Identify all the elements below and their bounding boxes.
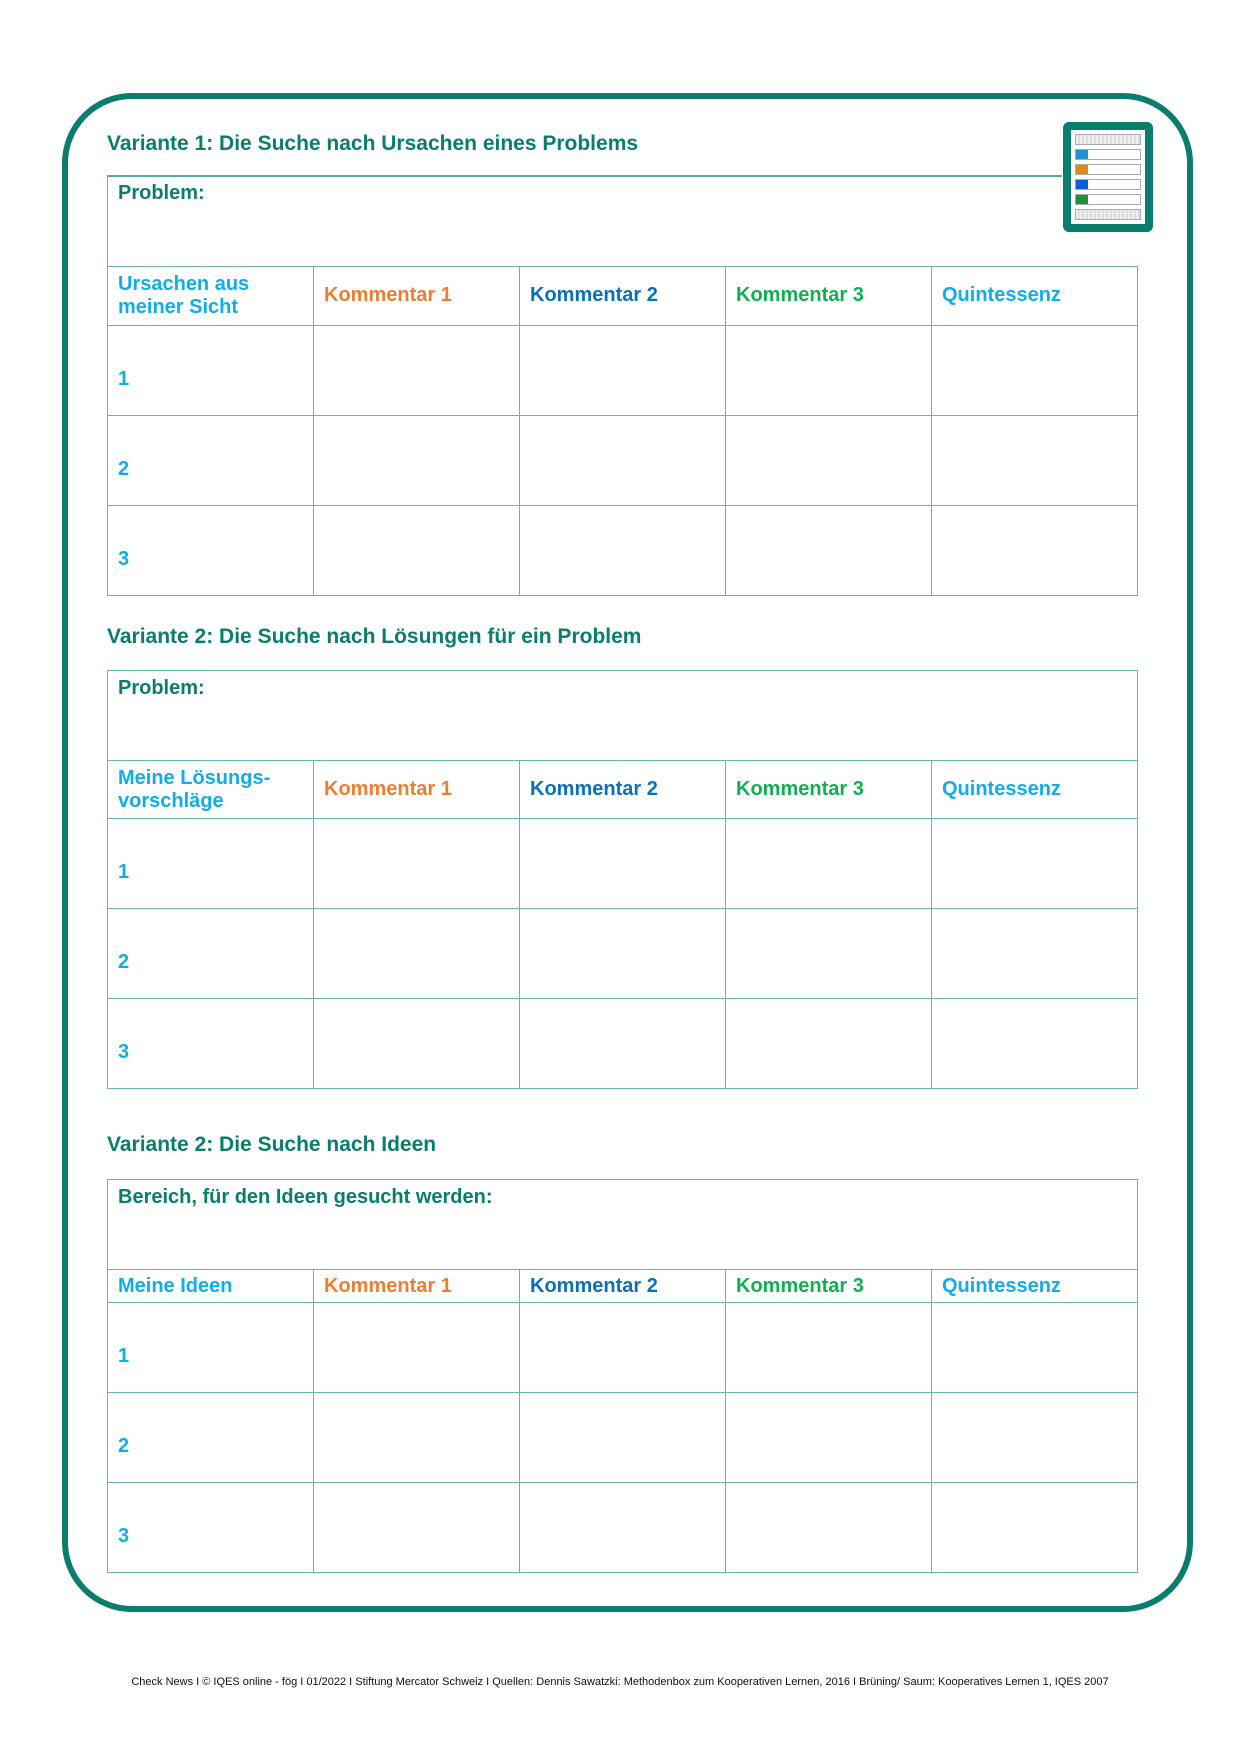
column-header: Kommentar 2 — [520, 266, 726, 325]
column-header: Kommentar 3 — [726, 761, 932, 819]
worksheet-table-1 — [107, 176, 1138, 596]
row-number: 3 — [108, 999, 314, 1089]
row-number: 2 — [108, 1393, 314, 1483]
column-header: Ursachen aus meiner Sicht — [108, 266, 314, 325]
answer-cell[interactable] — [932, 325, 1138, 415]
answer-cell[interactable] — [932, 909, 1138, 999]
row-number: 2 — [108, 909, 314, 999]
answer-cell[interactable] — [932, 1393, 1138, 1483]
answer-cell[interactable] — [520, 505, 726, 595]
row-number: 3 — [108, 1483, 314, 1573]
column-header: Quintessenz — [932, 761, 1138, 819]
table-row — [108, 1393, 1138, 1483]
column-header: Kommentar 1 — [314, 1270, 520, 1303]
table-row — [108, 909, 1138, 999]
answer-cell[interactable] — [314, 415, 520, 505]
answer-cell[interactable] — [932, 505, 1138, 595]
worksheet-table-2 — [107, 670, 1138, 1089]
answer-cell[interactable] — [932, 1303, 1138, 1393]
answer-cell[interactable] — [314, 325, 520, 415]
answer-cell[interactable] — [520, 1303, 726, 1393]
answer-cell[interactable] — [932, 819, 1138, 909]
answer-cell[interactable] — [314, 819, 520, 909]
column-header: Quintessenz — [932, 1270, 1138, 1303]
problem-field[interactable]: Problem: — [108, 671, 1138, 761]
row-number: 3 — [108, 505, 314, 595]
answer-cell[interactable] — [520, 1483, 726, 1573]
answer-cell[interactable] — [726, 909, 932, 999]
table-row — [108, 325, 1138, 415]
answer-cell[interactable] — [726, 1303, 932, 1393]
answer-cell[interactable] — [726, 1393, 932, 1483]
column-header: Meine Ideen — [108, 1270, 314, 1303]
table-row — [108, 999, 1138, 1089]
footer-credits: Check News I © IQES online - fög I 01/2022 I Stiftung Mercator Schweiz I Quellen: Dennis Sawatzki: Methodenbox zum Kooperativen Lernen, 2016 I Brüning/ Saum: Kooperatives Lernen 1, IQES 2007 — [131, 1676, 1109, 1688]
answer-cell[interactable] — [726, 819, 932, 909]
answer-cell[interactable] — [520, 819, 726, 909]
table-row — [108, 505, 1138, 595]
problem-field[interactable]: Bereich, für den Ideen gesucht werden: — [108, 1180, 1138, 1270]
table-row — [108, 1303, 1138, 1393]
answer-cell[interactable] — [314, 999, 520, 1089]
answer-cell[interactable] — [520, 325, 726, 415]
answer-cell[interactable] — [314, 909, 520, 999]
column-header: Kommentar 1 — [314, 761, 520, 819]
row-number: 1 — [108, 1303, 314, 1393]
worksheet-table-3 — [107, 1179, 1138, 1573]
column-header: Kommentar 1 — [314, 266, 520, 325]
table-row — [108, 415, 1138, 505]
problem-field[interactable]: Problem: — [108, 176, 1138, 266]
answer-cell[interactable] — [726, 1483, 932, 1573]
column-header: Meine Lösungs-vorschläge — [108, 761, 314, 819]
row-number: 2 — [108, 415, 314, 505]
answer-cell[interactable] — [314, 505, 520, 595]
table-row — [108, 1483, 1138, 1573]
answer-cell[interactable] — [314, 1483, 520, 1573]
section-2-title: Variante 2: Die Suche nach Lösungen für ein Problem — [107, 625, 642, 648]
answer-cell[interactable] — [520, 999, 726, 1089]
answer-cell[interactable] — [932, 415, 1138, 505]
column-header: Kommentar 3 — [726, 1270, 932, 1303]
answer-cell[interactable] — [520, 909, 726, 999]
answer-cell[interactable] — [520, 415, 726, 505]
section-1-title: Variante 1: Die Suche nach Ursachen eines Problems — [107, 132, 639, 155]
answer-cell[interactable] — [520, 1393, 726, 1483]
row-number: 1 — [108, 325, 314, 415]
answer-cell[interactable] — [932, 999, 1138, 1089]
row-number: 1 — [108, 819, 314, 909]
answer-cell[interactable] — [726, 415, 932, 505]
answer-cell[interactable] — [314, 1393, 520, 1483]
answer-cell[interactable] — [726, 999, 932, 1089]
answer-cell[interactable] — [726, 325, 932, 415]
column-header: Quintessenz — [932, 266, 1138, 325]
column-header: Kommentar 3 — [726, 266, 932, 325]
section-3-title: Variante 2: Die Suche nach Ideen — [107, 1133, 437, 1156]
answer-cell[interactable] — [314, 1303, 520, 1393]
table-row — [108, 819, 1138, 909]
column-header: Kommentar 2 — [520, 761, 726, 819]
column-header: Kommentar 2 — [520, 1270, 726, 1303]
answer-cell[interactable] — [726, 505, 932, 595]
answer-cell[interactable] — [932, 1483, 1138, 1573]
